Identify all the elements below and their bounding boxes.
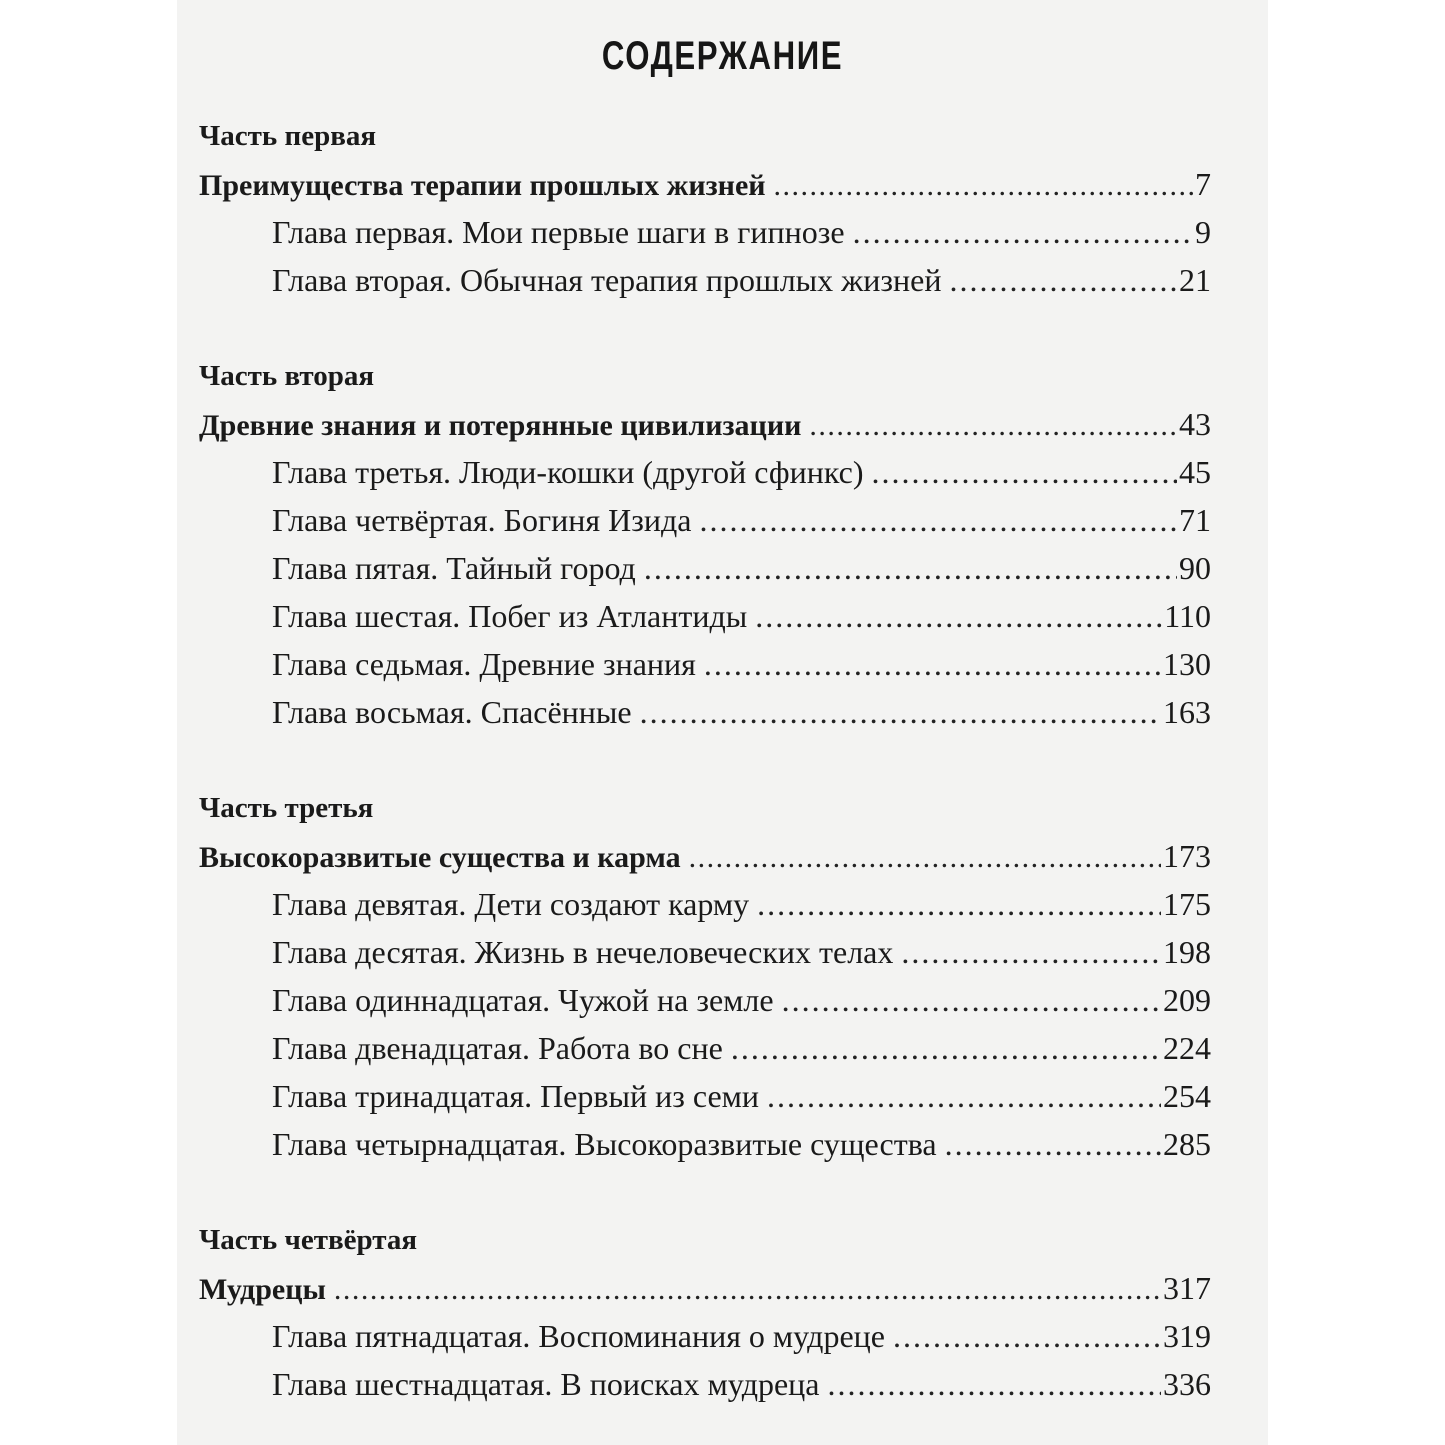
entry-title: Глава пятнадцатая. Воспоминания о мудреце [272, 1318, 885, 1354]
entry-title: Глава пятая. Тайный город [272, 550, 636, 586]
dot-leader [640, 688, 1161, 736]
dot-leader [828, 1360, 1162, 1408]
toc-entry-chapter[interactable] [199, 688, 1211, 736]
toc-entry-part-title[interactable] [199, 1264, 1211, 1312]
dot-leader [767, 1072, 1161, 1120]
entry-title: Мудрецы [199, 1273, 326, 1306]
dot-leader [699, 496, 1177, 544]
entry-title: Глава тринадцатая. Первый из семи [272, 1078, 760, 1114]
toc-part-3 [199, 784, 1211, 1168]
entry-title: Глава четвёртая. Богиня Изида [272, 502, 692, 538]
entry-title: Глава одиннадцатая. Чужой на земле [272, 982, 774, 1018]
entry-title: Глава десятая. Жизнь в нечеловеческих телах [272, 934, 894, 970]
dot-leader [757, 880, 1161, 928]
dot-leader [871, 448, 1177, 496]
entry-page-number: 9 [1195, 214, 1211, 250]
entry-page-number: 254 [1163, 1078, 1211, 1114]
entry-title: Глава вторая. Обычная терапия прошлых жизней [272, 262, 942, 298]
entry-page-number: 43 [1179, 406, 1211, 442]
toc-entry-chapter[interactable] [199, 976, 1211, 1024]
toc-entry-chapter[interactable] [199, 880, 1211, 928]
dot-leader [755, 592, 1162, 640]
entry-page-number: 175 [1163, 886, 1211, 922]
entry-page-number: 285 [1163, 1126, 1211, 1162]
entry-page-number: 7 [1195, 166, 1211, 202]
dot-leader [901, 928, 1161, 976]
entry-page-number: 317 [1163, 1270, 1211, 1306]
entry-title: Глава девятая. Дети создают карму [272, 886, 750, 922]
entry-page-number: 21 [1179, 262, 1211, 298]
entry-title: Глава четырнадцатая. Высокоразвитые существа [272, 1126, 937, 1162]
entry-title: Глава первая. Мои первые шаги в гипнозе [272, 214, 845, 250]
toc-entry-part-title[interactable] [199, 400, 1211, 448]
entry-title: Глава восьмая. Спасённые [272, 694, 632, 730]
entry-page-number: 110 [1164, 598, 1211, 634]
dot-leader [704, 640, 1161, 688]
toc-entry-part-title[interactable] [199, 160, 1211, 208]
toc-entry-chapter[interactable] [199, 1312, 1211, 1360]
book-page [177, 0, 1268, 1445]
dot-leader [689, 834, 1161, 882]
toc-entry-chapter[interactable] [199, 256, 1211, 304]
toc-entry-part-title[interactable] [199, 832, 1211, 880]
toc-part-2 [199, 352, 1211, 736]
dot-leader [945, 1120, 1161, 1168]
entry-page-number: 90 [1179, 550, 1211, 586]
part-label: Часть вторая [199, 360, 375, 392]
entry-page-number: 209 [1163, 982, 1211, 1018]
entry-page-number: 45 [1179, 454, 1211, 490]
toc-entry-chapter[interactable] [199, 208, 1211, 256]
toc-entry-chapter[interactable] [199, 1072, 1211, 1120]
toc-entry-chapter[interactable] [199, 544, 1211, 592]
dot-leader [893, 1312, 1161, 1360]
entry-title: Преимущества терапии прошлых жизней [199, 169, 766, 202]
part-label: Часть четвёртая [199, 1224, 418, 1256]
entry-title: Высокоразвитые существа и карма [199, 841, 681, 874]
entry-title: Глава двенадцатая. Работа во сне [272, 1030, 723, 1066]
entry-page-number: 163 [1163, 694, 1211, 730]
entry-page-number: 198 [1163, 934, 1211, 970]
entry-title: Древние знания и потерянные цивилизации [199, 409, 802, 442]
entry-page-number: 319 [1163, 1318, 1211, 1354]
toc-entry-chapter[interactable] [199, 640, 1211, 688]
entry-page-number: 224 [1163, 1030, 1211, 1066]
dot-leader [644, 544, 1177, 592]
entry-page-number: 336 [1163, 1366, 1211, 1402]
dot-leader [334, 1266, 1161, 1314]
toc-entry-chapter[interactable] [199, 448, 1211, 496]
toc-entry-chapter[interactable] [199, 592, 1211, 640]
dot-leader [731, 1024, 1161, 1072]
entry-title: Глава шестнадцатая. В поисках мудреца [272, 1366, 820, 1402]
part-label: Часть третья [199, 792, 374, 824]
entry-page-number: 130 [1163, 646, 1211, 682]
part-label: Часть первая [199, 120, 377, 152]
toc-entry-chapter[interactable] [199, 1024, 1211, 1072]
entry-title: Глава третья. Люди-кошки (другой сфинкс) [272, 454, 864, 490]
dot-leader [782, 976, 1161, 1024]
toc-entry-chapter[interactable] [199, 496, 1211, 544]
entry-title: Глава шестая. Побег из Атлантиды [272, 598, 748, 634]
toc-entry-chapter[interactable] [199, 1360, 1211, 1408]
dot-leader [809, 402, 1177, 450]
toc-part-1 [199, 112, 1211, 304]
dot-leader [774, 162, 1193, 210]
dot-leader [853, 208, 1193, 256]
entry-page-number: 173 [1163, 838, 1211, 874]
dot-leader [949, 256, 1177, 304]
entry-page-number: 71 [1179, 502, 1211, 538]
entry-title: Глава седьмая. Древние знания [272, 646, 696, 682]
toc-entry-chapter[interactable] [199, 1120, 1211, 1168]
page-title: СОДЕРЖАНИЕ [601, 34, 844, 78]
toc-entry-chapter[interactable] [199, 928, 1211, 976]
toc-part-4 [199, 1216, 1211, 1408]
